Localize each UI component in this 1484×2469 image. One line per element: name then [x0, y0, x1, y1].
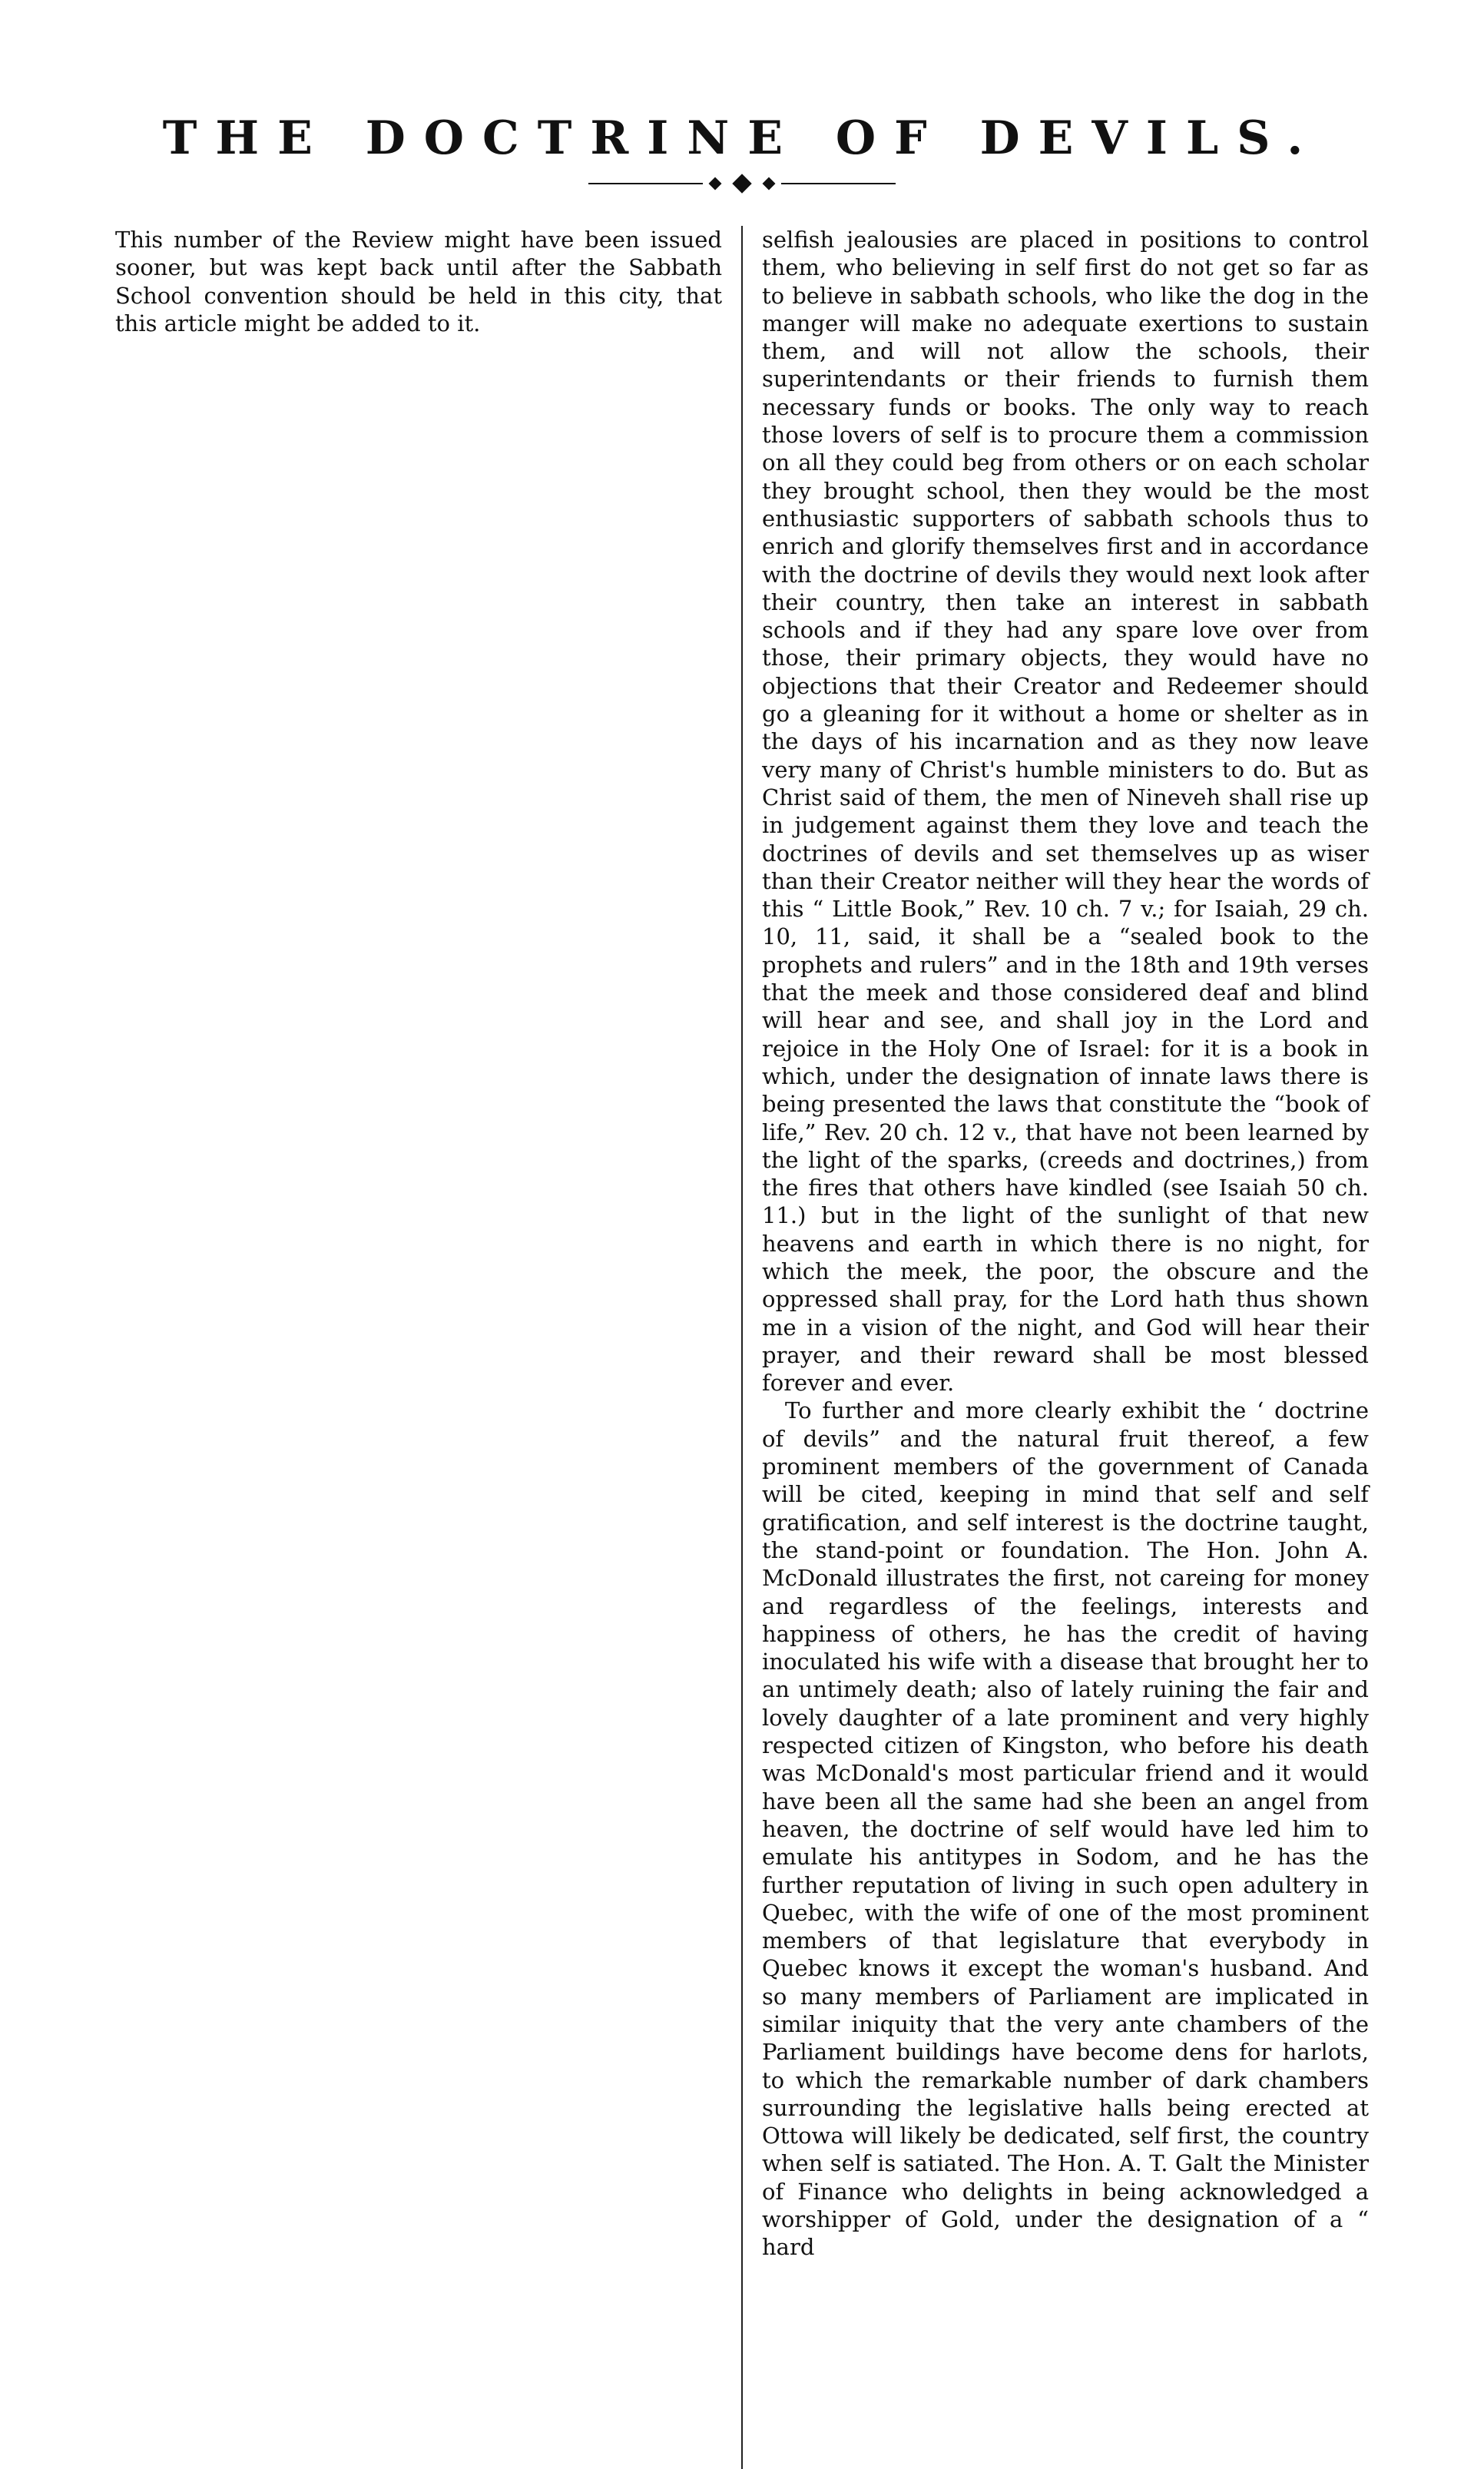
article-title: THE DOCTRINE OF DEVILS. [162, 111, 1322, 165]
column-divider [741, 226, 743, 2469]
title-ornament-divider [588, 172, 896, 195]
paragraph: To further and more clearly exhibit the ‘ doctrine of devils” and the natural fruit thereof, a few prominent members of the government of Canada will be cited, keeping in mind that self and self gratification, and self interest is the doctrine taught, the stand-point or foundation. The Hon. John A. McDonald illustrates the first, not careing for money and regardless of the feelings, interests and happiness of others, he has the credit of having inoculated his wife with a disease that brought her to an untimely death; also of lately ruining the fair and lovely daughter of a late prominent and very highly respected citizen of Kingston, who before his death was McDonald's most particular friend and it would have been all the same had she been an angel from heaven, the doctrine of self would have led him to emulate his antitypes in Sodom, and he has the further reputation of living in such open adultery in Quebec, with the wife of one of the most prominent members of that legislature that everybody in Quebec knows it except the woman's husband. And so many members of Parliament are implicated in similar iniquity that the very ante chambers of the Parliament buildings have become dens for harlots, to which the remarkable number of dark chambers surrounding the legislative halls being erected at Ottowa will likely be dedicated, self first, the country when self is satiated. The Hon. A. T. Galt the Minister of Finance who delights in being acknowledged a worshipper of Gold, under the designation of a “ hard [762, 1397, 1369, 2261]
article-columns [115, 226, 1369, 2262]
paragraph: This number of the Review might have been issued sooner, but was kept back until after the Sabbath School convention should be held in this city, that this article might be added to it. [115, 227, 722, 336]
column-right [762, 226, 1369, 2262]
paragraph: selfish jealousies are placed in positions to control them, who believing in self first do not get so far as to believe in sabbath schools, who like the dog in the manger will make no adequate exertions to sustain them, and will not allow the schools, their superintendants or their friends to furnish them necessary funds or books. The only way to reach those lovers of self is to procure them a commission on all they could beg from others or on each scholar they brought school, then they would be the most enthusiastic supporters of sabbath schools thus to enrich and glorify themselves first and in accordance with the doctrine of devils they would next look after their country, then take an interest in sabbath schools and if they had any spare love over from those, their primary objects, they would have no objections that their Creator and Redeemer should go a gleaning for it without a home or shelter as in the days of his incarnation and as they now leave very many of Christ's humble ministers to do. But as Christ said of them, the men of Nineveh shall rise up in judgement against them they love and teach the doctrines of devils and set themselves up as wiser than their Creator neither will they hear the words of this “ Little Book,” Rev. 10 ch. 7 v.; for Isaiah, 29 ch. 10, 11, said, it shall be a “sealed book to the prophets and rulers” and in the 18th and 19th verses that the meek and those considered deaf and blind will hear and see, and shall joy in the Lord and rejoice in the Holy One of Israel: for it is a book in which, under the designation of innate laws there is being presented the laws that constitute the “book of life,” Rev. 20 ch. 12 v., that have not been learned by the light of the sparks, (creeds and doctrines,) from the fires that others have kindled (see Isaiah 50 ch. 11.) but in the light of the sunlight of that new heavens and earth in which there is no night, for which the meek, the poor, the obscure and the oppressed shall pray, for the Lord hath thus shown me in a vision of the night, and God will hear their prayer, and their reward shall be most blessed forever and ever. [762, 227, 1369, 1397]
column-left [115, 226, 722, 2262]
